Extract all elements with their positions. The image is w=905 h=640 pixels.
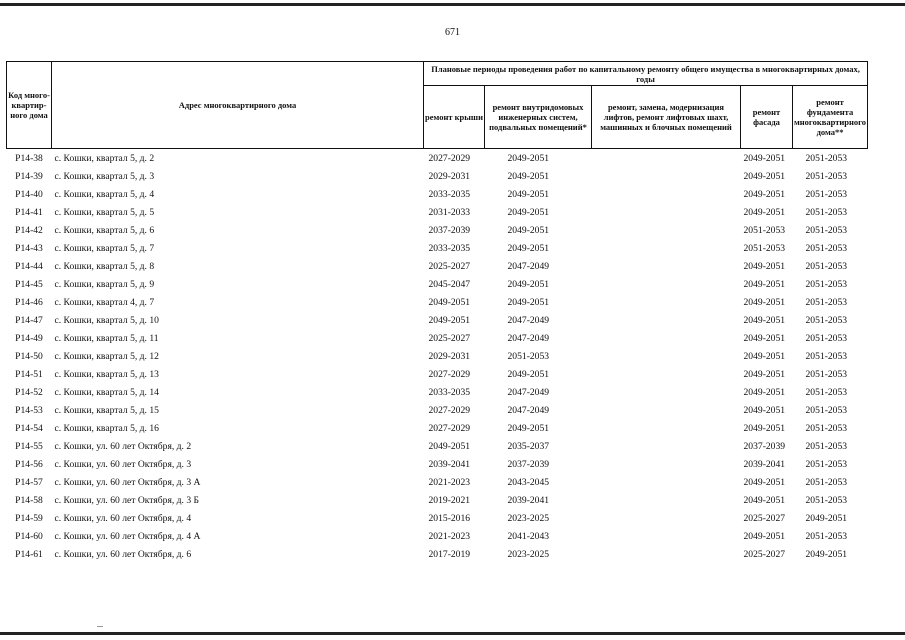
cell-elevators [592,185,741,203]
header-engineering: ремонт внутридомовых инженерных систем, подвальных помещений* [485,86,592,149]
cell-foundation: 2051-2053 [805,278,848,290]
cell-address: с. Кошки, квартал 5, д. 15 [54,404,159,416]
cell-code: Р14-46 [15,296,43,308]
header-group: Плановые периоды проведения работ по капитальному ремонту общего имущества в многоквартирных домах, годы [424,62,868,86]
cell-address: с. Кошки, квартал 5, д. 6 [54,224,155,236]
cell-code: Р14-41 [15,206,43,218]
cell-address: с. Кошки, квартал 5, д. 12 [54,350,159,362]
cell-engineering: 2043-2045 [507,476,550,488]
cell-address: с. Кошки, квартал 5, д. 9 [54,278,155,290]
cell-facade: 2049-2051 [743,476,786,488]
cell-elevators [592,509,741,527]
table-row [7,383,868,401]
cell-roof: 2021-2023 [428,476,471,488]
cell-facade: 2049-2051 [743,314,786,326]
scan-mark [97,626,103,627]
cell-roof: 2019-2021 [428,494,471,506]
cell-roof: 2027-2029 [428,368,471,380]
cell-roof: 2033-2035 [428,386,471,398]
cell-facade: 2025-2027 [743,548,786,560]
cell-code: Р14-57 [15,476,43,488]
cell-foundation: 2051-2053 [805,368,848,380]
cell-engineering: 2047-2049 [507,332,550,344]
cell-engineering: 2051-2053 [507,350,550,362]
cell-foundation: 2049-2051 [805,512,848,524]
cell-engineering: 2023-2025 [507,548,550,560]
cell-facade: 2049-2051 [743,278,786,290]
cell-engineering: 2049-2051 [507,278,550,290]
cell-code: Р14-55 [15,440,43,452]
cell-engineering: 2041-2043 [507,530,550,542]
cell-code: Р14-45 [15,278,43,290]
cell-code: Р14-47 [15,314,43,326]
table-row [7,185,868,203]
cell-code: Р14-39 [15,170,43,182]
table-row [7,491,868,509]
cell-facade: 2025-2027 [743,512,786,524]
cell-code: Р14-40 [15,188,43,200]
header-elevators: ремонт, замена, модернизация лифтов, ремонт лифтовых шахт, машинных и блочных помещений [592,86,741,149]
cell-code: Р14-59 [15,512,43,524]
cell-address: с. Кошки, ул. 60 лет Октября, д. 4 А [54,530,201,542]
cell-elevators [592,545,741,563]
cell-engineering: 2023-2025 [507,512,550,524]
cell-roof: 2017-2019 [428,548,471,560]
cell-elevators [592,365,741,383]
cell-engineering: 2047-2049 [507,386,550,398]
cell-facade: 2051-2053 [743,242,786,254]
cell-roof: 2031-2033 [428,206,471,218]
header-foundation: ремонт фундамента многоквартирного дома** [793,86,868,149]
cell-code: Р14-60 [15,530,43,542]
cell-address: с. Кошки, ул. 60 лет Октября, д. 3 [54,458,192,470]
cell-elevators [592,275,741,293]
cell-code: Р14-51 [15,368,43,380]
cell-engineering: 2049-2051 [507,152,550,164]
cell-address: с. Кошки, квартал 5, д. 2 [54,152,155,164]
cell-code: Р14-42 [15,224,43,236]
cell-facade: 2037-2039 [743,440,786,452]
cell-engineering: 2049-2051 [507,188,550,200]
cell-facade: 2049-2051 [743,332,786,344]
header-roof: ремонт крыши [424,86,485,149]
cell-engineering: 2037-2039 [507,458,550,470]
cell-engineering: 2047-2049 [507,260,550,272]
table-row [7,311,868,329]
cell-address: с. Кошки, ул. 60 лет Октября, д. 4 [54,512,192,524]
cell-elevators [592,473,741,491]
cell-facade: 2049-2051 [743,152,786,164]
table-body [7,149,868,564]
cell-address: с. Кошки, квартал 5, д. 7 [54,242,155,254]
cell-facade: 2049-2051 [743,188,786,200]
table-row [7,257,868,275]
cell-elevators [592,437,741,455]
cell-facade: 2049-2051 [743,386,786,398]
table-row [7,275,868,293]
cell-address: с. Кошки, квартал 5, д. 10 [54,314,159,326]
cell-foundation: 2051-2053 [805,494,848,506]
cell-elevators [592,491,741,509]
cell-elevators [592,149,741,168]
cell-roof: 2049-2051 [428,440,471,452]
top-rule [0,3,905,6]
cell-roof: 2029-2031 [428,350,471,362]
table-row [7,221,868,239]
cell-facade: 2049-2051 [743,170,786,182]
cell-foundation: 2051-2053 [805,242,848,254]
cell-facade: 2049-2051 [743,422,786,434]
cell-address: с. Кошки, квартал 5, д. 13 [54,368,159,380]
page-number: 671 [445,27,460,38]
cell-facade: 2049-2051 [743,206,786,218]
table-row [7,455,868,473]
cell-elevators [592,455,741,473]
header-address: Адрес многоквартирного дома [52,62,424,149]
table-row [7,167,868,185]
cell-foundation: 2051-2053 [805,170,848,182]
cell-elevators [592,221,741,239]
cell-elevators [592,293,741,311]
cell-address: с. Кошки, квартал 5, д. 14 [54,386,159,398]
table-row [7,293,868,311]
cell-address: с. Кошки, ул. 60 лет Октября, д. 6 [54,548,192,560]
cell-code: Р14-61 [15,548,43,560]
cell-engineering: 2049-2051 [507,170,550,182]
cell-foundation: 2051-2053 [805,386,848,398]
cell-address: с. Кошки, ул. 60 лет Октября, д. 3 А [54,476,201,488]
cell-roof: 2027-2029 [428,152,471,164]
cell-elevators [592,167,741,185]
cell-facade: 2049-2051 [743,494,786,506]
cell-address: с. Кошки, квартал 5, д. 11 [54,332,159,344]
cell-code: Р14-50 [15,350,43,362]
cell-code: Р14-38 [15,152,43,164]
cell-foundation: 2051-2053 [805,530,848,542]
table-row [7,329,868,347]
cell-facade: 2049-2051 [743,368,786,380]
cell-foundation: 2049-2051 [805,548,848,560]
bottom-rule [0,632,905,635]
cell-elevators [592,527,741,545]
cell-address: с. Кошки, ул. 60 лет Октября, д. 2 [54,440,192,452]
cell-roof: 2027-2029 [428,422,471,434]
cell-roof: 2049-2051 [428,314,471,326]
table-row [7,527,868,545]
cell-facade: 2049-2051 [743,296,786,308]
cell-foundation: 2051-2053 [805,476,848,488]
cell-code: Р14-56 [15,458,43,470]
cell-elevators [592,347,741,365]
cell-roof: 2029-2031 [428,170,471,182]
cell-engineering: 2049-2051 [507,368,550,380]
cell-facade: 2049-2051 [743,404,786,416]
cell-foundation: 2051-2053 [805,440,848,452]
header-code: Код много-квартир-ного дома [7,62,52,149]
cell-roof: 2021-2023 [428,530,471,542]
cell-engineering: 2049-2051 [507,422,550,434]
cell-foundation: 2051-2053 [805,188,848,200]
cell-roof: 2039-2041 [428,458,471,470]
cell-roof: 2027-2029 [428,404,471,416]
cell-address: с. Кошки, квартал 5, д. 4 [54,188,155,200]
cell-code: Р14-44 [15,260,43,272]
cell-foundation: 2051-2053 [805,224,848,236]
table-row [7,203,868,221]
cell-address: с. Кошки, квартал 5, д. 8 [54,260,155,272]
cell-foundation: 2051-2053 [805,260,848,272]
cell-engineering: 2047-2049 [507,314,550,326]
cell-roof: 2049-2051 [428,296,471,308]
cell-elevators [592,311,741,329]
cell-code: Р14-54 [15,422,43,434]
cell-foundation: 2051-2053 [805,332,848,344]
table-row [7,473,868,491]
cell-code: Р14-43 [15,242,43,254]
cell-roof: 2045-2047 [428,278,471,290]
cell-elevators [592,419,741,437]
cell-roof: 2033-2035 [428,188,471,200]
cell-roof: 2025-2027 [428,332,471,344]
cell-elevators [592,401,741,419]
cell-code: Р14-49 [15,332,43,344]
table-row [7,401,868,419]
cell-facade: 2049-2051 [743,350,786,362]
cell-elevators [592,239,741,257]
table-row [7,239,868,257]
header-facade: ремонт фасада [741,86,793,149]
table-row [7,545,868,563]
table-header [7,62,868,149]
cell-facade: 2039-2041 [743,458,786,470]
cell-engineering: 2049-2051 [507,242,550,254]
cell-address: с. Кошки, квартал 5, д. 16 [54,422,159,434]
cell-foundation: 2051-2053 [805,422,848,434]
cell-foundation: 2051-2053 [805,404,848,416]
cell-code: Р14-52 [15,386,43,398]
cell-foundation: 2051-2053 [805,206,848,218]
cell-roof: 2025-2027 [428,260,471,272]
cell-code: Р14-58 [15,494,43,506]
cell-code: Р14-53 [15,404,43,416]
cell-address: с. Кошки, квартал 5, д. 3 [54,170,155,182]
cell-address: с. Кошки, квартал 4, д. 7 [54,296,155,308]
cell-elevators [592,329,741,347]
cell-engineering: 2049-2051 [507,224,550,236]
table-row [7,347,868,365]
cell-foundation: 2051-2053 [805,152,848,164]
cell-foundation: 2051-2053 [805,458,848,470]
cell-roof: 2037-2039 [428,224,471,236]
table-row [7,419,868,437]
repair-schedule-table [6,61,868,563]
cell-engineering: 2049-2051 [507,206,550,218]
cell-engineering: 2039-2041 [507,494,550,506]
table-row [7,509,868,527]
cell-address: с. Кошки, ул. 60 лет Октября, д. 3 Б [54,494,200,506]
cell-facade: 2049-2051 [743,260,786,272]
cell-elevators [592,383,741,401]
table-row [7,365,868,383]
cell-foundation: 2051-2053 [805,350,848,362]
cell-engineering: 2049-2051 [507,296,550,308]
cell-foundation: 2051-2053 [805,296,848,308]
table-row [7,437,868,455]
cell-facade: 2051-2053 [743,224,786,236]
cell-address: с. Кошки, квартал 5, д. 5 [54,206,155,218]
cell-engineering: 2047-2049 [507,404,550,416]
cell-elevators [592,257,741,275]
cell-facade: 2049-2051 [743,530,786,542]
cell-engineering: 2035-2037 [507,440,550,452]
cell-roof: 2033-2035 [428,242,471,254]
cell-foundation: 2051-2053 [805,314,848,326]
table-row [7,149,868,168]
cell-roof: 2015-2016 [428,512,471,524]
cell-elevators [592,203,741,221]
